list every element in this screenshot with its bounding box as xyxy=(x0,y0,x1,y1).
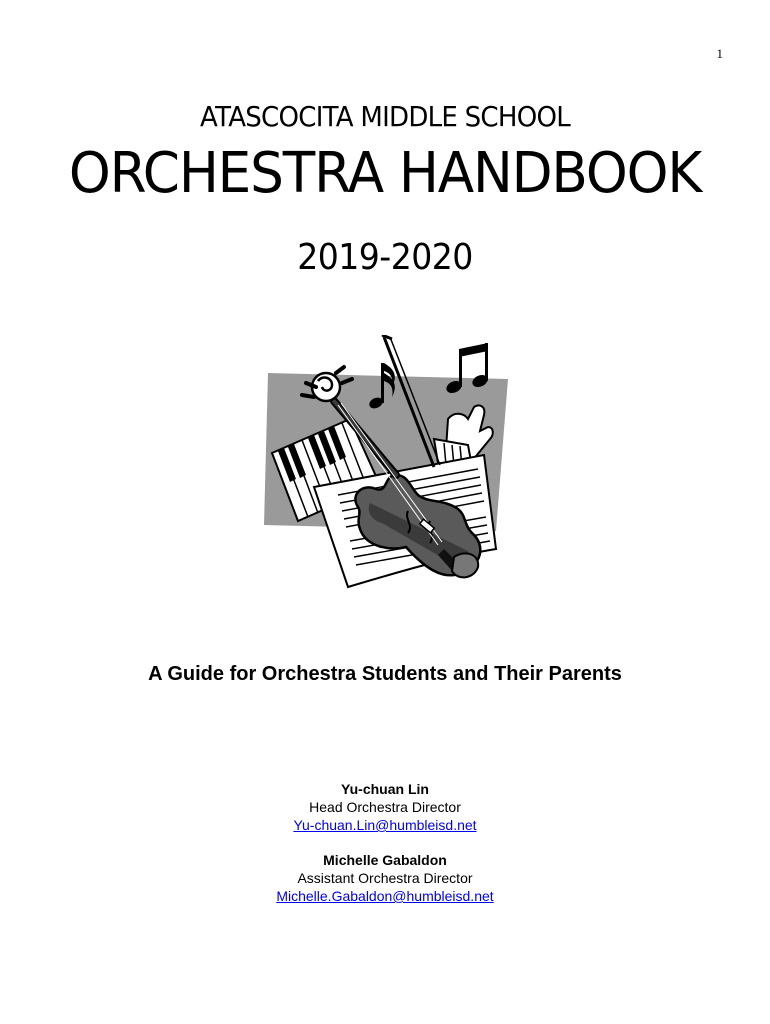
subtitle: A Guide for Orchestra Students and Their Parents xyxy=(148,663,622,685)
school-name: ATASCOCITA MIDDLE SCHOOL xyxy=(200,100,570,133)
contact-name: Yu-chuan Lin xyxy=(341,781,429,797)
contact-card xyxy=(0,780,770,834)
contact-role: Assistant Orchestra Director xyxy=(297,870,473,886)
contact-role: Head Orchestra Director xyxy=(309,799,461,815)
contact-email-link[interactable]: Michelle.Gabaldon@humbleisd.net xyxy=(276,888,494,904)
violin-music-clipart-icon xyxy=(258,335,514,597)
page-title: ORCHESTRA HANDBOOK xyxy=(68,141,702,206)
school-year: 2019-2020 xyxy=(297,237,473,278)
contact-card xyxy=(0,851,770,905)
contact-email-link[interactable]: Yu-chuan.Lin@humbleisd.net xyxy=(293,817,477,833)
page-number: 1 xyxy=(716,46,723,61)
contact-name: Michelle Gabaldon xyxy=(323,852,447,868)
